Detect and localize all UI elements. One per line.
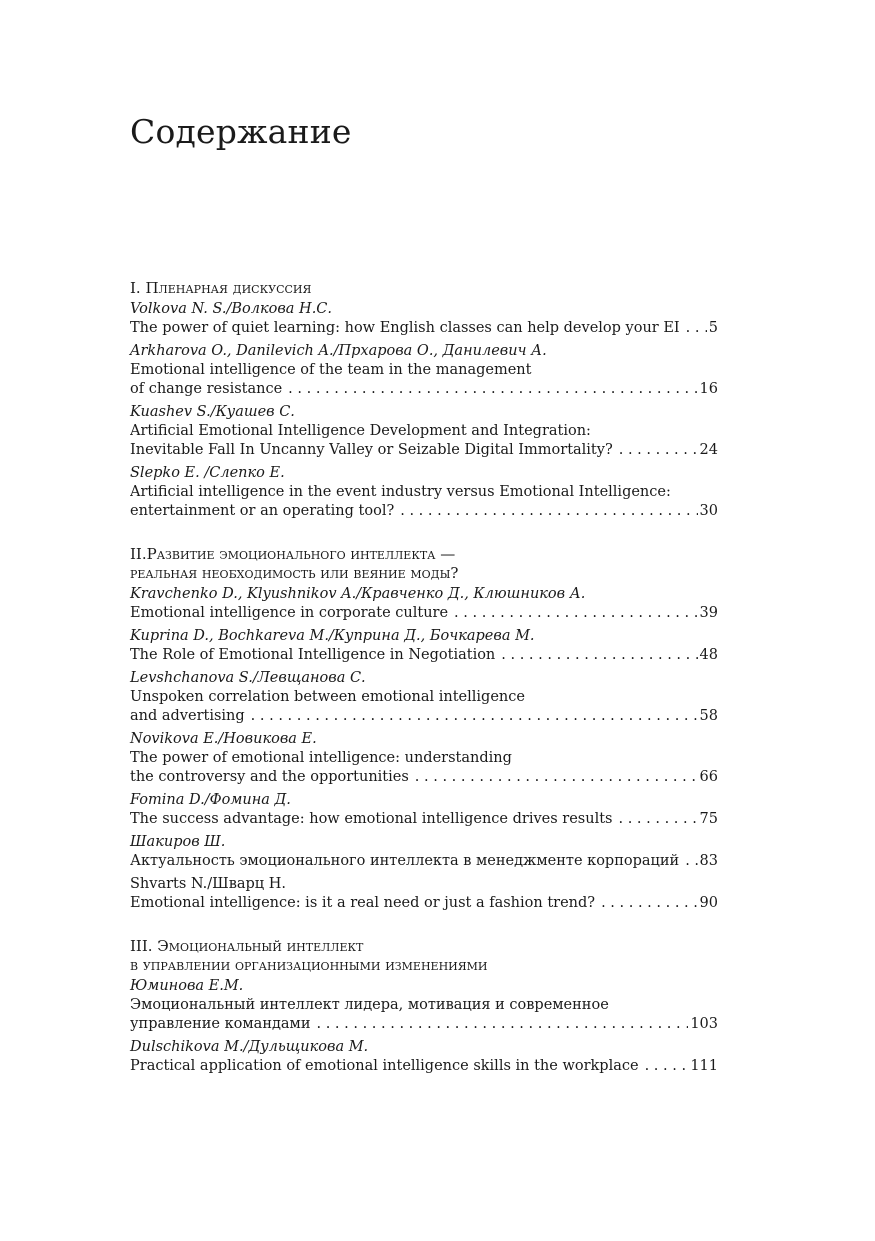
entry-author: Шакиров Ш. [130,834,226,850]
section-title-line: III. Эмоциональный интеллект [130,937,364,955]
toc-entry [130,627,718,665]
entry-title-row [130,502,718,521]
dot-leader [619,441,698,460]
toc-entry [130,791,718,829]
page-number: 24 [699,442,718,458]
dot-leader [601,894,697,913]
entry-author: Kuprina D., Bochkareva M./Куприна Д., Бочкарева М. [130,628,535,644]
entry-author: Novikova E./Новикова Е. [130,731,317,747]
toc-entry [130,730,718,787]
entry-author: Юминова Е.М. [130,978,244,994]
entry-title-last-line: управление командами [130,1016,311,1032]
entry-author: Shvarts N./Шварц Н. [130,876,286,892]
entry-author: Fomina D./Фомина Д. [130,792,291,808]
toc-section [130,279,718,521]
toc-entry [130,875,718,913]
page-number: 66 [699,769,718,785]
entry-title-last-line: The power of quiet learning: how English classes can help develop your EI [130,320,680,336]
entry-author: Kravchenko D., Klyushnikov A./Кравченко Д., Клюшников А. [130,586,586,602]
entry-author: Dulschikova M./Дульщикова М. [130,1039,369,1055]
entry-title-row [130,810,718,829]
page-number: 111 [690,1058,718,1074]
entry-title-last-line: the controversy and the opportunities [130,769,409,785]
section-title-line: II.Развитие эмоционального интеллекта — [130,545,456,563]
toc-entry [130,833,718,871]
dot-leader [686,319,707,338]
toc-entry [130,464,718,521]
dot-leader [685,852,697,871]
entry-author: Arkharova O., Danilevich A./Прхарова О., Данилевич А. [130,343,547,359]
entry-author: Kuashev S./Куашев С. [130,404,295,420]
entry-title-last-line: The success advantage: how emotional intelligence drives results [130,811,613,827]
entry-title-row [130,1057,718,1076]
page-number: 16 [699,381,718,397]
entry-title-row [130,894,718,913]
section-title [130,937,718,975]
entry-title-row [130,707,718,726]
entry-title-row [130,380,718,399]
dot-leader [400,502,697,521]
entry-title-last-line: Актуальность эмоционального интеллекта в менеджменте корпораций [130,853,680,869]
dot-leader [645,1057,689,1076]
toc-entry [130,977,718,1034]
toc-entry [130,403,718,460]
toc-section [130,545,718,913]
entry-title-last-line: The Role of Emotional Intelligence in Negotiation [130,647,496,663]
section-title-line: реальная необходимость или веяние моды? [130,564,459,582]
entry-title-last-line: Practical application of emotional intelligence skills in the workplace [130,1058,639,1074]
entry-title-row [130,646,718,665]
entry-title-line: Unspoken correlation between emotional intelligence [130,689,525,705]
entry-title-line: Artificial intelligence in the event industry versus Emotional Intelligence: [130,484,671,500]
page-number: 75 [699,811,718,827]
dot-leader [317,1015,689,1034]
dot-leader [501,646,697,665]
entry-title-row [130,852,718,871]
page-number: 48 [699,647,718,663]
page-number: 90 [699,895,718,911]
entry-title-row [130,441,718,460]
entry-title-last-line: Emotional intelligence: is it a real need or just a fashion trend? [130,895,596,911]
dot-leader [288,380,697,399]
page-title: Содержание [130,112,352,151]
entry-title-last-line: entertainment or an operating tool? [130,503,395,519]
page-number: 30 [699,503,718,519]
section-title-line: в управлении организационными изменениями [130,956,488,974]
entry-author: Slepko E. /Слепко Е. [130,465,285,481]
entry-title-row [130,604,718,623]
dot-leader [251,707,698,726]
entry-title-line: The power of emotional intelligence: understanding [130,750,512,766]
section-title [130,279,718,298]
toc-entry [130,669,718,726]
toc-entry [130,585,718,623]
section-title-line: I. Пленарная дискуссия [130,279,312,297]
page-number: 58 [699,708,718,724]
entry-title-line: Artificial Emotional Intelligence Development and Integration: [130,423,591,439]
table-of-contents [130,279,718,1100]
toc-entry [130,342,718,399]
dot-leader [618,810,697,829]
entry-title-line: Эмоциональный интеллект лидера, мотивация и современное [130,997,609,1013]
entry-title-last-line: Emotional intelligence in corporate culture [130,605,449,621]
entry-title-row [130,319,718,338]
toc-entry [130,300,718,338]
section-title [130,545,718,583]
entry-title-row [130,1015,718,1034]
toc-section [130,937,718,1076]
entry-title-row [130,768,718,787]
page-number: 103 [690,1016,718,1032]
entry-title-last-line: and advertising [130,708,245,724]
page-number: 83 [699,853,718,869]
toc-entry [130,1038,718,1076]
entry-title-last-line: Inevitable Fall In Uncanny Valley or Seizable Digital Immortality? [130,442,613,458]
entry-author: Volkova N. S./Волкова Н.С. [130,301,333,317]
dot-leader [415,768,698,787]
entry-author: Levshchanova S./Левщанова С. [130,670,366,686]
dot-leader [454,604,698,623]
page-number: 5 [708,320,718,336]
page-number: 39 [699,605,718,621]
entry-title-last-line: of change resistance [130,381,283,397]
entry-title-line: Emotional intelligence of the team in the management [130,362,532,378]
